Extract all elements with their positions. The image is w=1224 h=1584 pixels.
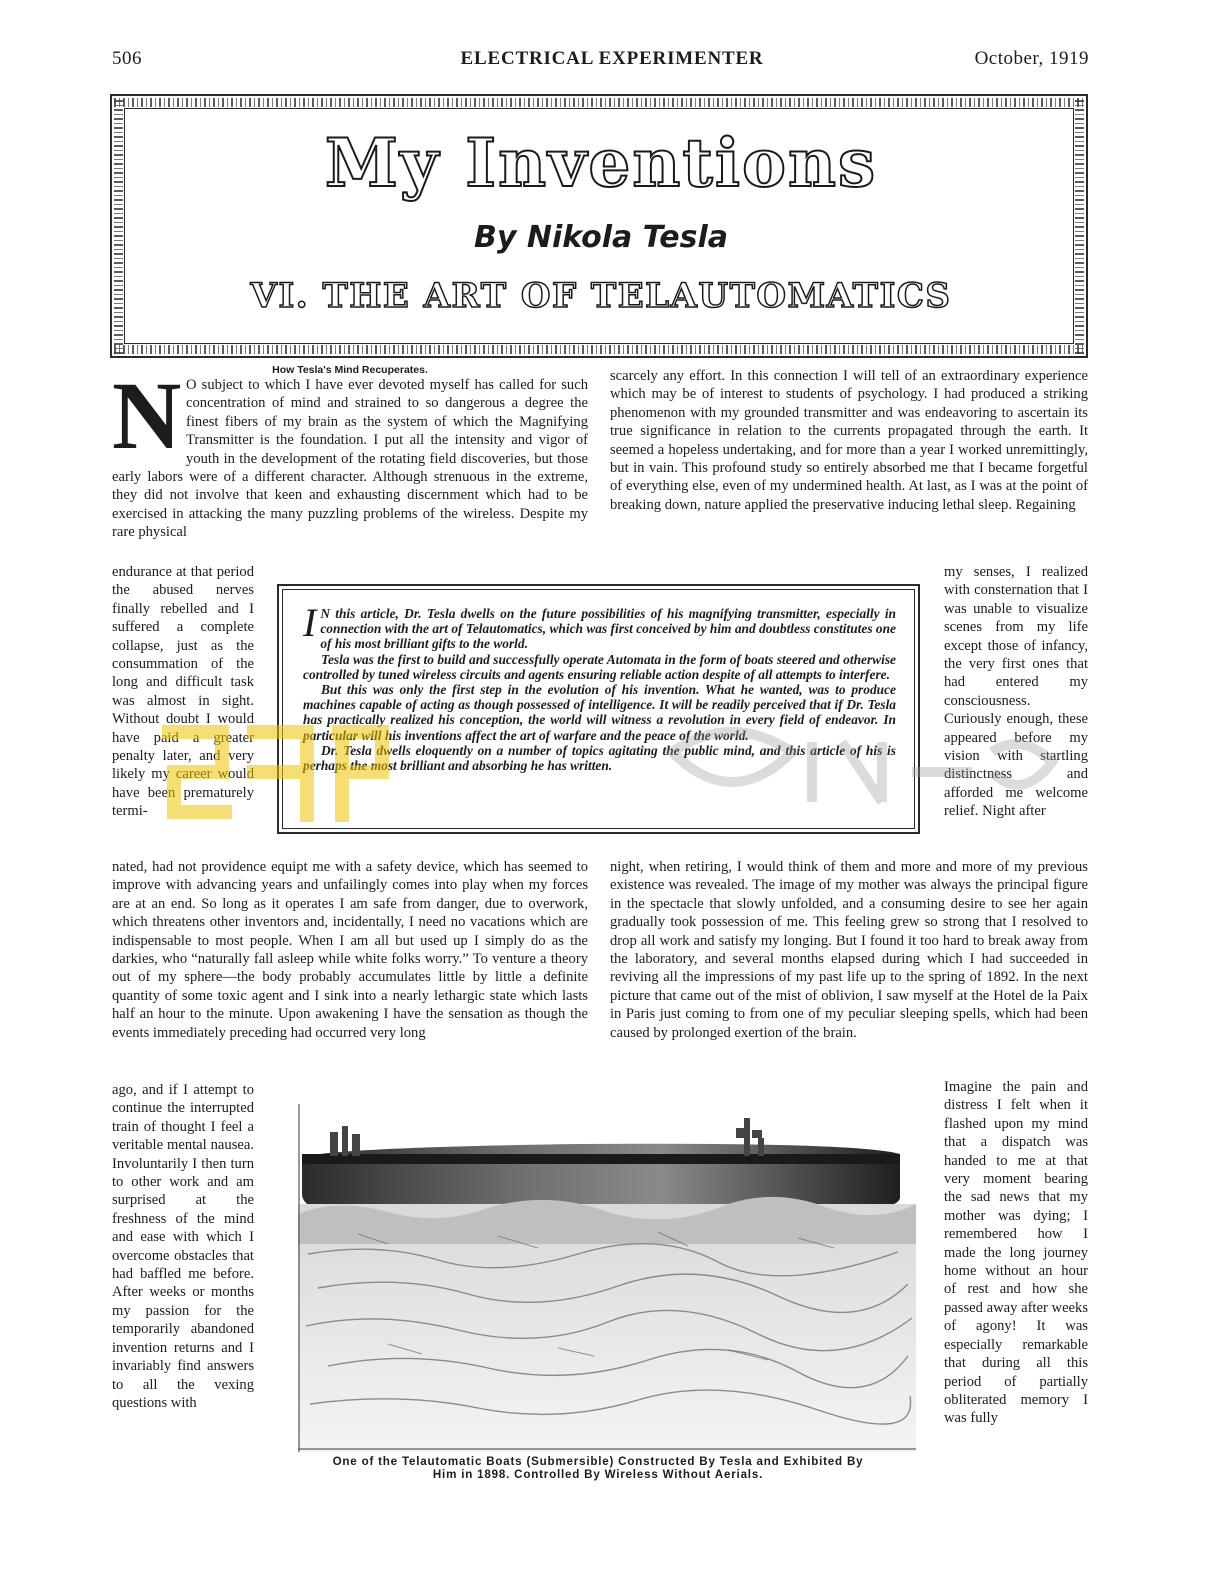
- telautomatic-boat-illustration: [258, 1104, 918, 1452]
- paragraph-text: my senses, I realized with consternation that I was unable to visualize scenes from my life except those of infancy, the very first ones that had entered my consciousness. Curiously enough, these appeared before my vision with startling distinctness and afforded me welcome relief. Night after: [944, 564, 1088, 820]
- paragraph-text: ago, and if I attempt to continue the interrupted train of thought I feel a veritable mental nausea. Involuntarily I then turn to other work and am surprised at the freshness of the mind and ease with which I overcome obstacles that had baffled me before. After weeks or months my passion for the temporarily abandoned invention returns and I invariably find answers to all the vexing questions with: [112, 1082, 254, 1411]
- paragraph-text: endurance at that period the abused nerves finally rebelled and I suffered a complete collapse, just as the consummation of the long and difficult task was almost in sight. Without doubt I would have paid a greater penalty later, and very likely my career would have been prematurely termi-: [112, 564, 254, 820]
- column-right-narrow: [944, 563, 1088, 859]
- column-left-narrow: [112, 563, 254, 853]
- column-left-top: [112, 376, 588, 566]
- issue-date: October, 1919: [974, 48, 1089, 69]
- column-right-top: [610, 367, 1088, 561]
- ornament-border-top: [114, 98, 1084, 107]
- paragraph-text: Imagine the pain and distress I felt when it flashed upon my mind that a dispatch was handed to me at that very moment bearing the sad news that my mother was dying; I remembered how I made the long journey home without an hour of rest and how she passed away after weeks of agony! It was especially remarkable that during all this period of partially obliterated memory I was fully: [944, 1079, 1088, 1427]
- note-paragraph-4: Dr. Tesla dwells eloquently on a number of topics agitating the public mind, and this article of his is perhaps the most brilliant and absorbing he has written.: [303, 742, 896, 774]
- note-paragraph-1: N this article, Dr. Tesla dwells on the future possibilities of his magnifying transmitter, especially in connection with the art of Telautomatics, which was first conceived by him and doubtless constitutes one of his most brilliant gifts to the world.: [320, 606, 896, 652]
- paragraph-text: scarcely any effort. In this connection I will tell of an extraordinary experience which may be of interest to students of psychology. I had produced a striking phenomenon with my grounded transmitter and was endeavoring to ascertain its true significance in relation to the currents propagated through the earth. It seemed a hopeless undertaking, and for more than a year I worked unremittingly, but in vain. This profound study so entirely absorbed me that I became forgetful of everything else, even of my undermined health. At last, as I was at the point of breaking down, nature applied the preservative inducing lethal sleep. Regaining: [610, 368, 1088, 513]
- section-subhead: How Tesla's Mind Recuperates.: [272, 364, 428, 376]
- note-paragraph-3: But this was only the first step in the evolution of his invention. What he wanted, was to produce machines capable of acting as though possessed of intelligence. It will be readily perceived that if Dr. Tesla has practically realized his conception, the world will witness a revolution in every field of endeavor. In particular will his inventions affect the art of warfare and the peace of the world.: [303, 682, 896, 743]
- editor-note-box: [277, 584, 920, 834]
- caption-line-1: One of the Telautomatic Boats (Submersible) Constructed By Tesla and Exhibited By: [332, 1455, 864, 1468]
- article-title: My Inventions: [324, 124, 878, 202]
- note-drop-cap: I: [303, 600, 317, 645]
- boat-drawing: [258, 1104, 918, 1452]
- column-left-mid: [112, 858, 588, 1080]
- chapter-title: VI. THE ART OF TELAUTOMATICS: [250, 276, 952, 316]
- drop-cap: N: [112, 362, 182, 469]
- page-number: 506: [112, 48, 142, 69]
- caption-line-2: Him in 1898. Controlled By Wireless Without Aerials.: [432, 1468, 764, 1481]
- column-right-bottom: [944, 1078, 1088, 1484]
- note-paragraph-2: Tesla was the first to build and successfully operate Automata in the form of boats steered and otherwise controlled by tuned wireless circuits and agents ensuring reliable action despite of all attempts to interfere.: [303, 651, 896, 682]
- paragraph-text: nated, had not providence equipt me with a safety device, which has seemed to improve with advancing years and unfailingly comes into play when my forces are at an end. So long as it operates I am safe from danger, due to overwork, which threatens other inventors and, incidentally, I need no vacations which are indispensable to most people. When I am all but used up I simply do as the darkies, who “naturally fall asleep while white folks worry.” To venture a theory out of my sphere—the body probably accumulates little by little a definite quantity of some toxic agent and I sink into a nearly lethargic state which lasts half an hour to the minute. Upon awakening I have the sensation as though the events immediately preceding had occurred very long: [112, 859, 588, 1041]
- column-left-bottom: [112, 1081, 254, 1485]
- title-frame: [110, 94, 1088, 358]
- magazine-title: ELECTRICAL EXPERIMENTER: [460, 48, 764, 69]
- paragraph-text: O subject to which I have ever devoted myself has called for such concentration of mind and strained to so dangerous a degree the finest fibers of my brain as the system of which the Magnifying Transmitter is the foundation. I put all the intensity and vigor of youth in the development of the rotating field discoveries, but those early labors were of a different character. Although strenuous in the extreme, they did not involve that keen and exhausting discernment which had to be exercised in attacking the many puzzling problems of the wireless. Despite my rare physical: [112, 377, 588, 541]
- article-byline: By Nikola Tesla: [473, 220, 729, 255]
- paragraph-text: night, when retiring, I would think of them and more and more of my previous existence was revealed. The image of my mother was always the principal figure in the spectacle that slowly unfolded, and a consuming desire to see her again gradually took possession of me. This feeling grew so strong that I resolved to drop all work and satisfy my longing. But I found it too hard to break away from the laboratory, and several months elapsed during which I had succeeded in reviving all the impressions of my past life up to the spring of 1892. In the next picture that came out of the mist of oblivion, I saw myself at the Hotel de la Paix in Paris just coming to from one of my peculiar sleeping spells, which had been caused by prolonged exertion of the brain.: [610, 859, 1088, 1041]
- column-right-mid: [610, 858, 1088, 1080]
- figure-caption: [284, 1455, 912, 1481]
- ornament-border-bottom: [114, 345, 1084, 354]
- editor-note-text: [303, 600, 896, 774]
